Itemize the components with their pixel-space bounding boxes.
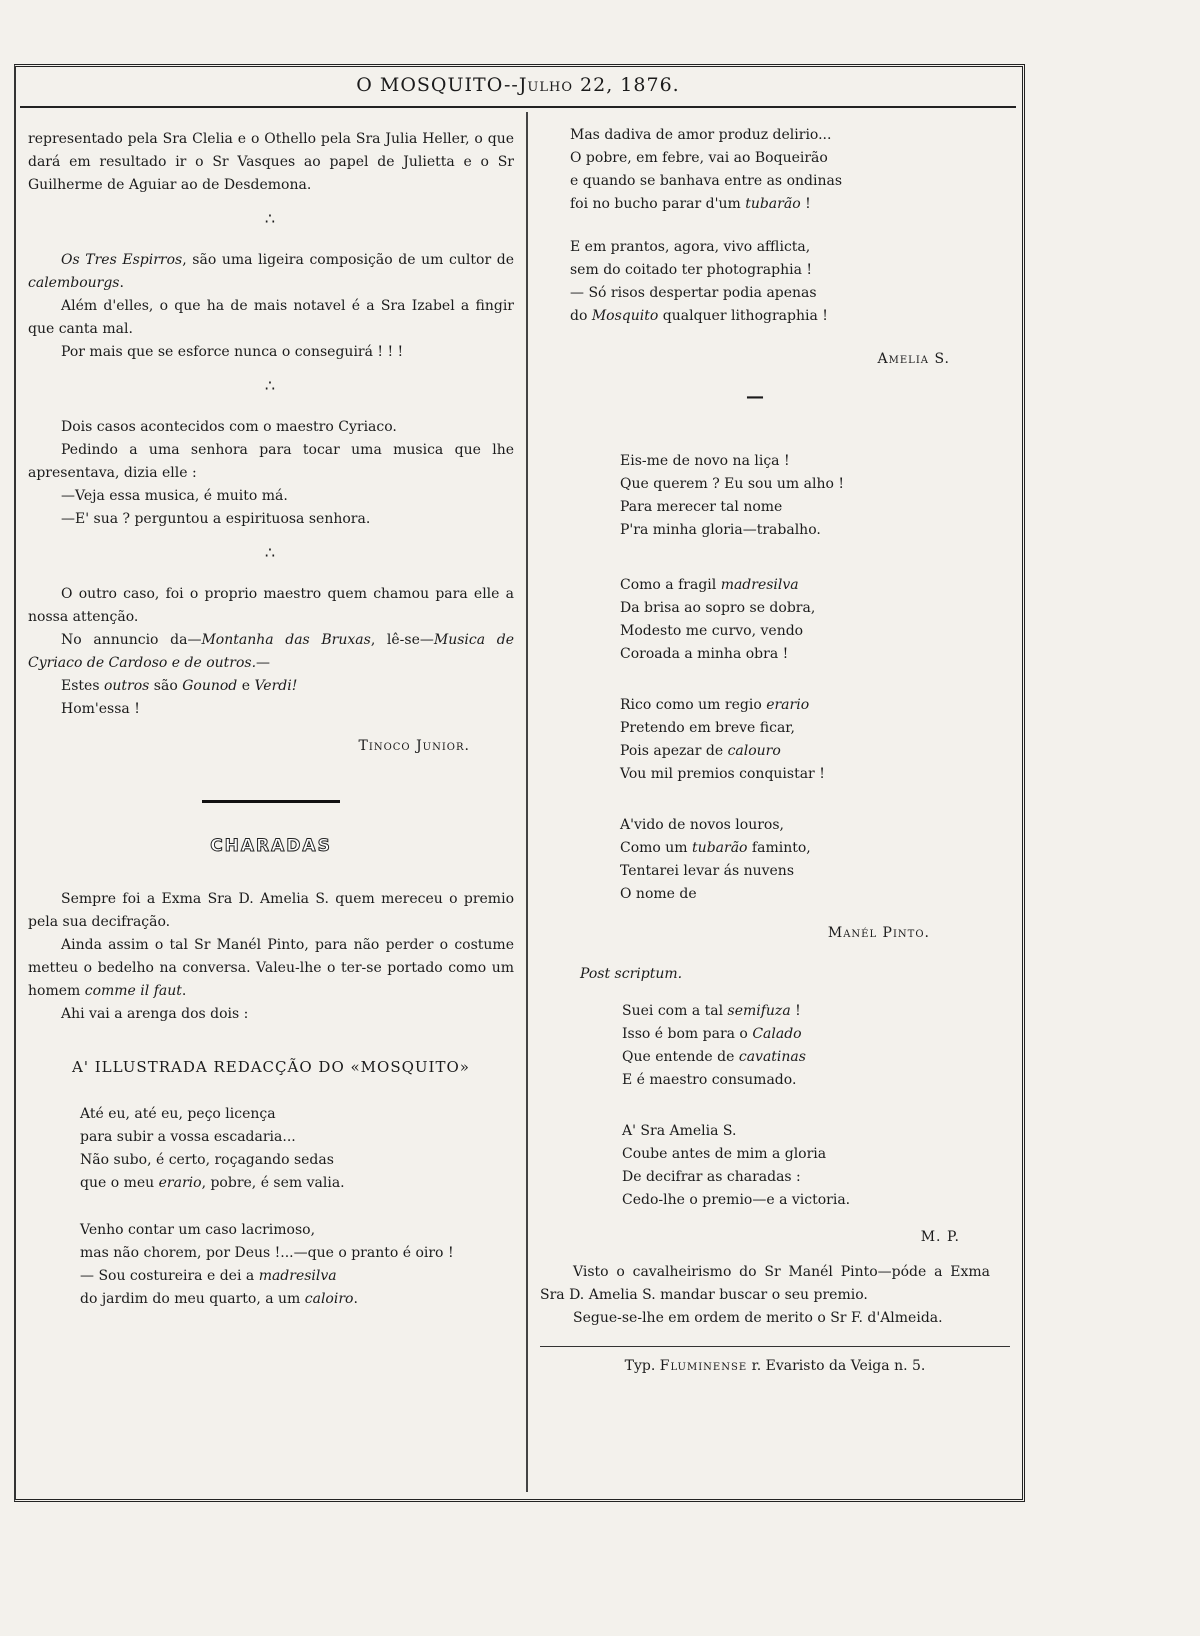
- verse-line: P'ra minha gloria—trabalho.: [620, 522, 821, 538]
- text-span: faminto,: [747, 840, 811, 856]
- italic-span: caloiro: [304, 1291, 354, 1307]
- asterism: ∴: [264, 543, 278, 562]
- paragraph-e-sua: —E' sua ? perguntou a espirituosa senhora.: [61, 511, 371, 527]
- verse-line: mas não chorem, por Deus !...—que o pranto é oiro !: [80, 1245, 454, 1261]
- verse-line: Cedo-lhe o premio—e a victoria.: [622, 1192, 851, 1208]
- word-italic: calembourgs: [28, 275, 120, 291]
- verse-line: E em prantos, agora, vivo afflicta,: [570, 239, 811, 255]
- italic-span: Gounod: [182, 678, 238, 694]
- verse-line: sem do coitado ter photographia !: [570, 262, 812, 278]
- italic-span: madresilva: [720, 577, 799, 593]
- stanza-v5: [540, 1120, 1010, 1212]
- paragraph-dois-casos: Dois casos acontecidos com o maestro Cyriaco.: [61, 419, 397, 435]
- verse-line: [540, 574, 1010, 597]
- text-span: No annuncio da—: [61, 632, 202, 648]
- stanza-v4: [540, 814, 1010, 906]
- paragraph-estes: [28, 675, 514, 698]
- verse-line: [540, 305, 1010, 328]
- asterism: ∴: [264, 209, 278, 228]
- paragraph-homessa: Hom'essa !: [61, 701, 140, 717]
- text-span: Pois apezar de: [620, 743, 728, 759]
- verse-line: [28, 1172, 514, 1195]
- stanza-v3: [540, 694, 1010, 786]
- verse-line: E é maestro consumado.: [622, 1072, 797, 1088]
- italic-span: erario: [766, 697, 810, 713]
- text-span: que o meu: [80, 1175, 159, 1191]
- text-span: do jardim do meu quarto, a um: [80, 1291, 305, 1307]
- italic-span: erario: [158, 1175, 202, 1191]
- text-span: —: [256, 655, 271, 671]
- verse-line: O nome de: [620, 886, 697, 902]
- text-span: Estes: [61, 678, 104, 694]
- stanza-1: [28, 1103, 514, 1195]
- verse-line: Pretendo em breve ficar,: [620, 720, 795, 736]
- section-rule: [202, 800, 340, 803]
- verse-line: Venho contar um caso lacrimoso,: [80, 1222, 316, 1238]
- stanza-ps: [540, 1000, 1010, 1092]
- text-span: Que entende de: [622, 1049, 739, 1065]
- right-column: [540, 124, 1010, 1378]
- italic-span: Post scriptum.: [580, 966, 683, 982]
- italic-span: tubarão: [692, 840, 748, 856]
- verse-line: [540, 1000, 1010, 1023]
- text-span: — Sou costureira e dei a: [80, 1268, 259, 1284]
- text-span: .: [181, 983, 187, 999]
- header-month: Julho: [518, 74, 574, 96]
- letter-title: A' ILLUSTRADA REDACÇÃO DO «MOSQUITO»: [72, 1058, 470, 1076]
- verse-line: — Só risos despertar podia apenas: [570, 285, 817, 301]
- verse-line: Modesto me curvo, vendo: [620, 623, 804, 639]
- title-italic: Os Tres Espirros: [61, 252, 183, 268]
- verse-line: [28, 1265, 514, 1288]
- text-span: qualquer lithographia !: [658, 308, 828, 324]
- stanza-4: [540, 236, 1010, 328]
- text-span: !: [790, 1003, 801, 1019]
- verse-line: [540, 1046, 1010, 1069]
- text-span: são: [149, 678, 183, 694]
- italic-span: Calado: [752, 1026, 802, 1042]
- text-span: e: [237, 678, 255, 694]
- paragraph-pedindo: Pedindo a uma senhora para tocar uma musica que lhe apresentava, dizia elle :: [28, 442, 514, 481]
- text-span: .: [353, 1291, 358, 1307]
- paragraph-segue: Segue-se-lhe em ordem de merito o Sr F. d'Almeida.: [573, 1310, 943, 1326]
- verse-line: Até eu, até eu, peço licença: [80, 1106, 276, 1122]
- verse-line: O pobre, em febre, vai ao Boqueirão: [570, 150, 828, 166]
- paragraph-intro: representado pela Sra Clelia e o Othello pela Sra Julia Heller, o que dará em resultado ir o Sr Vasques ao papel de Julietta e o Sr Guilherme de Aguiar ao de Desdemona.: [28, 131, 514, 193]
- text-span: Typ.: [624, 1358, 660, 1374]
- post-scriptum: [580, 963, 1010, 986]
- verse-line: Vou mil premios conquistar !: [620, 766, 825, 782]
- stanza-3: [540, 124, 1010, 216]
- paragraph-ahi: Ahi vai a arenga dos dois :: [61, 1006, 249, 1022]
- italic-span: Verdi!: [254, 678, 298, 694]
- verse-line: Coube antes de mim a gloria: [622, 1146, 827, 1162]
- verse-line: [540, 837, 1010, 860]
- italic-span: comme il faut: [84, 983, 182, 999]
- charadas-title: CHARADAS: [210, 836, 332, 856]
- verse-line: para subir a vossa escadaria...: [80, 1129, 296, 1145]
- text-span: Rico como um regio: [620, 697, 767, 713]
- asterism: ∴: [264, 376, 278, 395]
- paragraph-ainda: [28, 934, 514, 1003]
- separator-dash: —: [746, 386, 764, 407]
- verse-line: A'vido de novos louros,: [620, 817, 784, 833]
- paragraph-alem: Além d'elles, o que ha de mais notavel é a Sra Izabel a fingir que canta mal.: [28, 298, 514, 337]
- verse-line: [540, 193, 1010, 216]
- text-span: , são uma ligeira composição de um cultor de: [182, 252, 514, 268]
- italic-span: madresilva: [258, 1268, 337, 1284]
- verse-line: De decifrar as charadas :: [622, 1169, 801, 1185]
- paragraph-annuncio: [28, 629, 514, 675]
- italic-span: Musica de Cyriaco de Cardoso e de outros.: [28, 632, 514, 671]
- verse-line: [540, 694, 1010, 717]
- paragraph-visto: Visto o cavalheirismo do Sr Manél Pinto—póde a Exma Sra D. Amelia S. mandar buscar o seu premio.: [540, 1264, 990, 1303]
- verse-line: Da brisa ao sopro se dobra,: [620, 600, 816, 616]
- text-span: do: [570, 308, 592, 324]
- signature-tinoco: Tinoco Junior.: [358, 738, 470, 754]
- left-column: [28, 128, 514, 1331]
- verse-line: Que querem ? Eu sou um alho !: [620, 476, 845, 492]
- paragraph-outro-caso: O outro caso, foi o proprio maestro quem chamou para elle a nossa attenção.: [28, 586, 514, 625]
- imprint: [540, 1355, 1010, 1378]
- paragraph-espirros: [28, 249, 514, 295]
- signature-mp: M. P.: [920, 1229, 960, 1245]
- paragraph-sempre: Sempre foi a Exma Sra D. Amelia S. quem mereceu o premio pela sua decifração.: [28, 891, 514, 930]
- verse-line: [540, 1023, 1010, 1046]
- verse-line: Coroada a minha obra !: [620, 646, 789, 662]
- text-span: Ainda assim o tal Sr Manél Pinto, para não perder o costume metteu o bedelho na conversa. Valeu-lhe o ter-se portado como um homem: [28, 937, 514, 999]
- column-divider: [526, 112, 528, 1492]
- verse-line: [540, 740, 1010, 763]
- text-span: .: [119, 275, 124, 291]
- signature-amelia: Amelia S.: [877, 351, 950, 367]
- italic-span: tubarão: [745, 196, 801, 212]
- signature-manel: Manél Pinto.: [827, 925, 930, 941]
- stanza-v2: [540, 574, 1010, 666]
- header-publication: O MOSQUITO--: [356, 74, 519, 96]
- verse-line: Não subo, é certo, roçagando sedas: [80, 1152, 334, 1168]
- verse-line: [28, 1288, 514, 1311]
- text-span: Como a fragil: [620, 577, 721, 593]
- italic-span: cavatinas: [738, 1049, 806, 1065]
- italic-span: outros: [103, 678, 150, 694]
- text-span: , lê-se—: [370, 632, 434, 648]
- paragraph-por-mais: Por mais que se esforce nunca o conseguirá ! ! !: [61, 344, 404, 360]
- text-span: Como um: [620, 840, 693, 856]
- verse-line: Mas dadiva de amor produz delirio...: [570, 127, 832, 143]
- italic-span: calouro: [727, 743, 781, 759]
- text-span: !: [800, 196, 811, 212]
- verse-line: A' Sra Amelia S.: [622, 1123, 737, 1139]
- header-date: 22, 1876.: [573, 74, 680, 96]
- text-span: r. Evaristo da Veiga n. 5.: [747, 1358, 926, 1374]
- page-header: [20, 74, 1016, 108]
- italic-span: Montanha das Bruxas: [201, 632, 371, 648]
- text-span: foi no bucho parar d'um: [570, 196, 746, 212]
- text-span: , pobre, é sem valia.: [201, 1175, 345, 1191]
- stanza-2: [28, 1219, 514, 1311]
- footer-rule: [540, 1346, 1010, 1347]
- italic-span: Mosquito: [591, 308, 659, 324]
- verse-line: e quando se banhava entre as ondinas: [570, 173, 843, 189]
- paragraph-veja: —Veja essa musica, é muito má.: [61, 488, 288, 504]
- italic-span: semifuza: [727, 1003, 791, 1019]
- text-span: Fluminense: [659, 1358, 748, 1374]
- verse-line: Tentarei levar ás nuvens: [620, 863, 795, 879]
- stanza-v1: [540, 450, 1010, 542]
- verse-line: Eis-me de novo na liça !: [620, 453, 790, 469]
- text-span: Isso é bom para o: [622, 1026, 753, 1042]
- verse-line: Para merecer tal nome: [620, 499, 783, 515]
- text-span: Suei com a tal: [622, 1003, 728, 1019]
